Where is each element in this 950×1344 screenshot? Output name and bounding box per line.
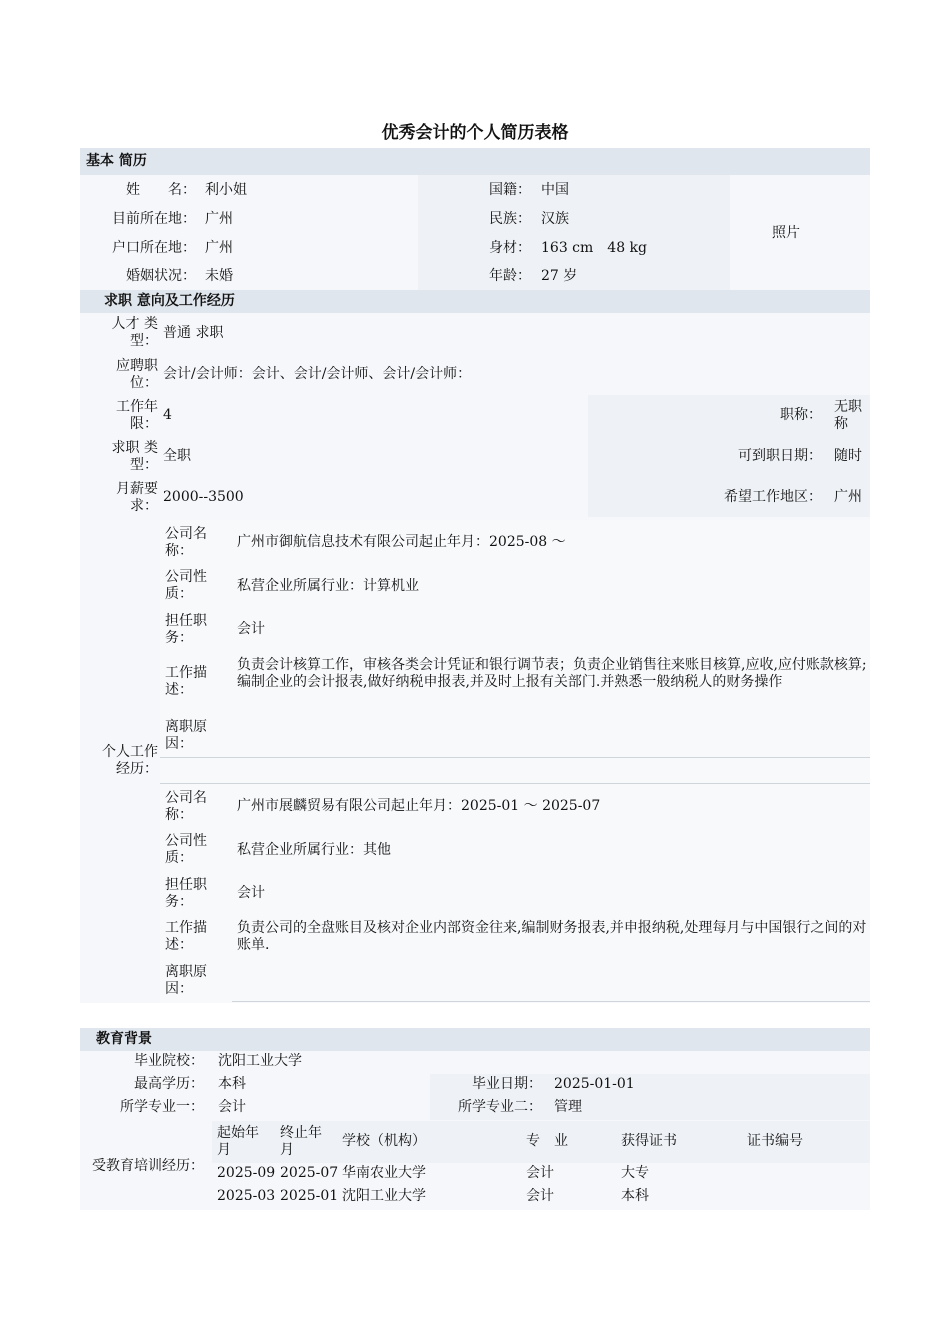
major2-value: 管理 — [554, 1099, 582, 1115]
job2-desc-value: 负责公司的全盘账目及核对企业内部资金往来,编制财务报表,并申报纳税,处理每月与中国银行之间的对账单. — [237, 920, 867, 953]
job1-role-label: 担任职务： — [165, 613, 207, 646]
name-label: 姓 名： — [126, 182, 196, 198]
years-value: 4 — [163, 407, 172, 423]
major2-label: 所学专业二： — [458, 1099, 542, 1115]
training-row-major: 会计 — [526, 1165, 554, 1181]
name-value: 利小姐 — [205, 182, 247, 198]
ethnicity-label: 民族： — [489, 211, 531, 227]
job1-desc-label: 工作描述： — [165, 665, 207, 698]
title-value: 无职称 — [834, 399, 862, 432]
job2-nature-value: 私营企业所属行业：其他 — [237, 842, 391, 858]
salary-value: 2000--3500 — [163, 489, 244, 505]
job2-company-value: 广州市展麟贸易有限公司起止年月：2025-01 ～ 2025-07 — [237, 798, 601, 814]
photo-placeholder: 照片 — [772, 225, 800, 241]
job-divider — [160, 783, 870, 784]
job2-desc-label: 工作描述： — [165, 920, 207, 953]
body-label: 身材： — [489, 240, 531, 256]
job1-company-label: 公司名称： — [165, 526, 207, 559]
training-header-cert-no: 证书编号 — [747, 1133, 803, 1149]
job2-role-value: 会计 — [237, 885, 265, 901]
job2-role-label: 担任职务： — [165, 877, 207, 910]
training-header-start: 起始年月 — [217, 1125, 259, 1158]
job1-nature-label: 公司性质： — [165, 569, 207, 602]
job2-nature-label: 公司性质： — [165, 833, 207, 866]
hukou-label: 户口所在地： — [112, 240, 196, 256]
talent-type-label: 人才 类型： — [111, 316, 158, 349]
position-value: 会计/会计师：会计、会计/会计师、会计/会计师： — [163, 366, 472, 382]
section-basic-title: 基本 简历 — [86, 153, 147, 169]
start-value: 随时 — [834, 448, 862, 464]
job1-nature-value: 私营企业所属行业：计算机业 — [237, 578, 419, 594]
training-row-start: 2025-09 — [217, 1165, 276, 1181]
section-education-title: 教育背景 — [96, 1031, 152, 1047]
section-education-header — [80, 1028, 870, 1051]
salary-label: 月薪要求： — [116, 481, 158, 514]
training-header-cert: 获得证书 — [621, 1133, 677, 1149]
body-value: 163 cm 48 kg — [541, 240, 647, 256]
major1-label: 所学专业一： — [120, 1099, 204, 1115]
training-row-school: 华南农业大学 — [342, 1165, 426, 1181]
training-header-school: 学校（机构） — [342, 1133, 426, 1149]
section-intent-title: 求职 意向及工作经历 — [104, 293, 235, 309]
region-value: 广州 — [834, 489, 862, 505]
training-row-end: 2025-01 — [280, 1188, 339, 1204]
years-label: 工作年限： — [116, 399, 158, 432]
school-value: 沈阳工业大学 — [218, 1053, 302, 1069]
job1-desc-value: 负责会计核算工作，审核各类会计凭证和银行调节表；负责企业销售往来账目核算,应收,应付账款核算;编制企业的会计报表,做好纳税申报表,并及时上报有关部门.并熟悉一般纳税人的财务操作 — [237, 657, 867, 690]
training-label: 受教育培训经历： — [92, 1158, 204, 1174]
training-row-major: 会计 — [526, 1188, 554, 1204]
training-header-major: 专 业 — [526, 1133, 568, 1149]
training-header-end: 终止年月 — [280, 1125, 322, 1158]
talent-type-value: 普通 求职 — [163, 325, 224, 341]
job-type-label: 求职 类型： — [111, 440, 158, 473]
job2-company-label: 公司名称： — [165, 790, 207, 823]
training-row-cert: 本科 — [621, 1188, 649, 1204]
training-row-end: 2025-07 — [280, 1165, 339, 1181]
hukou-value: 广州 — [205, 240, 233, 256]
nationality-label: 国籍： — [489, 182, 531, 198]
location-label: 目前所在地： — [112, 211, 196, 227]
job-divider — [160, 757, 870, 758]
section-basic-header — [80, 148, 870, 175]
major1-value: 会计 — [218, 1099, 246, 1115]
position-label: 应聘职位： — [116, 358, 158, 391]
ethnicity-value: 汉族 — [541, 211, 569, 227]
nationality-value: 中国 — [541, 182, 569, 198]
grad-label: 毕业日期： — [472, 1076, 542, 1092]
job-type-value: 全职 — [163, 448, 191, 464]
grad-value: 2025-01-01 — [554, 1076, 635, 1092]
training-row-start: 2025-03 — [217, 1188, 276, 1204]
location-value: 广州 — [205, 211, 233, 227]
school-label: 毕业院校： — [134, 1053, 204, 1069]
degree-label: 最高学历： — [134, 1076, 204, 1092]
marital-label: 婚姻状况： — [126, 268, 196, 284]
job2-leave-label: 离职原因： — [165, 964, 207, 997]
marital-value: 未婚 — [205, 268, 233, 284]
degree-value: 本科 — [218, 1076, 246, 1092]
age-label: 年龄： — [489, 268, 531, 284]
job1-role-value: 会计 — [237, 621, 265, 637]
age-value: 27 岁 — [541, 268, 578, 284]
section-intent-header — [80, 290, 870, 313]
training-row-school: 沈阳工业大学 — [342, 1188, 426, 1204]
job-divider — [232, 1001, 870, 1002]
title-label: 职称： — [780, 407, 822, 423]
region-label: 希望工作地区： — [724, 489, 822, 505]
job1-leave-label: 离职原因： — [165, 719, 207, 752]
start-label: 可到职日期： — [738, 448, 822, 464]
experience-label: 个人工作经历： — [102, 744, 158, 777]
job1-company-value: 广州市御航信息技术有限公司起止年月：2025-08 ～ — [237, 534, 566, 550]
training-row-cert: 大专 — [621, 1165, 649, 1181]
page-title: 优秀会计的个人简历表格 — [381, 123, 569, 143]
